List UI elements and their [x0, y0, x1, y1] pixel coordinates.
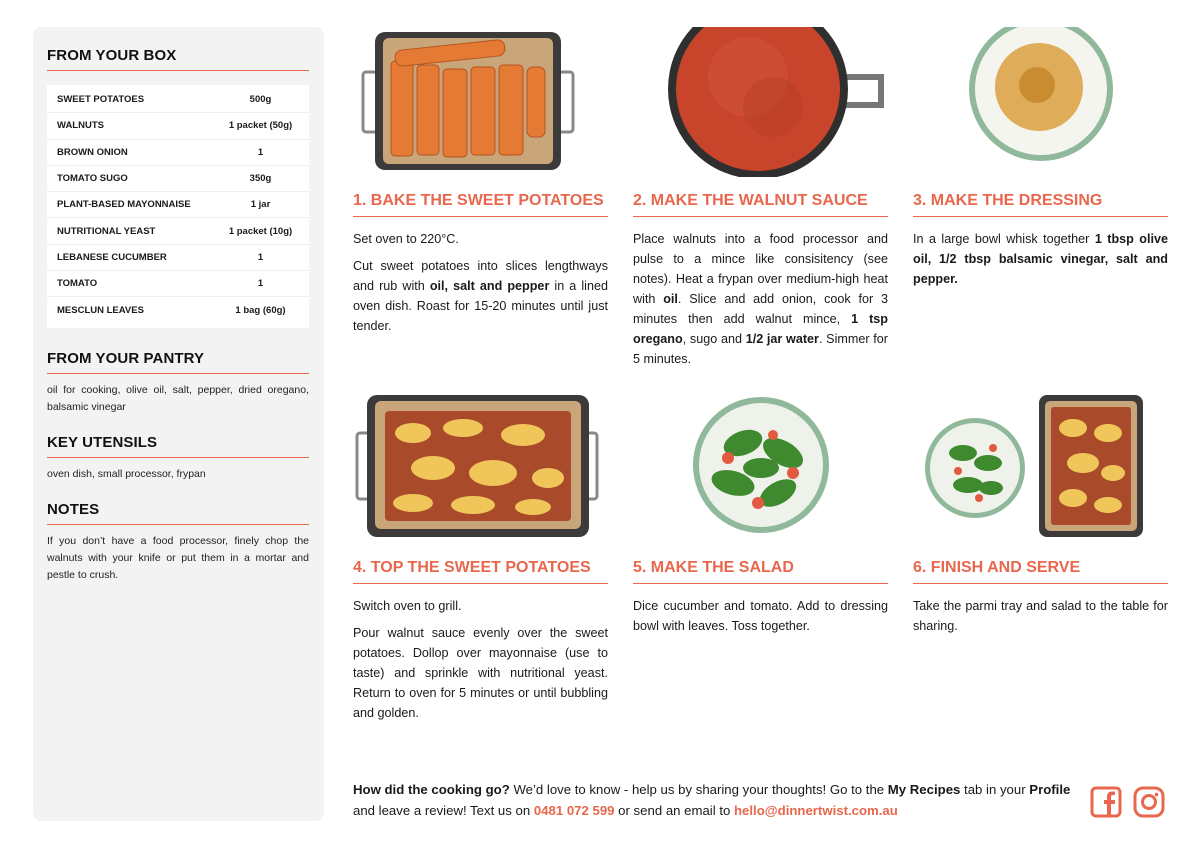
bold-text: oil	[663, 292, 678, 306]
text: . Simmer for 5 minutes.	[633, 332, 888, 366]
step-2-title: 2. MAKE THE WALNUT SAUCE	[633, 192, 888, 217]
step-5-body	[633, 596, 888, 636]
text: We’d love to know - help us by sharing your thoughts! Go to the	[509, 782, 888, 797]
text: , sugo and	[682, 332, 746, 346]
ingredient-row	[47, 297, 309, 323]
step-3-para-1	[913, 229, 1168, 289]
step-2-para-1	[633, 229, 888, 369]
step-1	[353, 27, 608, 343]
text: . Slice and add onion, cook for 3 minutes then add walnut mince,	[633, 292, 888, 326]
ingredient-row	[47, 192, 309, 218]
ingredient-qty: 1	[257, 278, 264, 290]
ingredient-name: MESCLUN LEAVES	[57, 305, 144, 317]
salad-bowl-image	[633, 393, 888, 543]
bold-text: 1/2 jar water	[745, 332, 819, 346]
step-6-body	[913, 596, 1168, 636]
ingredient-name: TOMATO	[57, 278, 98, 290]
step-3-body	[913, 229, 1168, 289]
text: tab in your	[960, 782, 1030, 797]
step-4-para-1	[353, 596, 608, 616]
step-6-title: 6. FINISH AND SERVE	[913, 559, 1168, 584]
ingredient-name: TOMATO SUGO	[57, 173, 128, 185]
text: Switch oven to grill.	[353, 599, 462, 613]
step-1-para-2	[353, 256, 608, 336]
notes-text: If you don’t have a food processor, finely chop the walnuts with your knife or put them in a mortar and pestle to crush.	[47, 534, 309, 581]
step-2-body	[633, 229, 888, 369]
ingredient-name: PLANT-BASED MAYONNAISE	[57, 199, 191, 211]
my-recipes-label: My Recipes	[887, 782, 961, 797]
ingredient-row	[47, 271, 309, 297]
step-1-para-1	[353, 229, 608, 249]
ingredients-table	[47, 85, 309, 328]
utensils-heading: KEY UTENSILS	[47, 434, 309, 458]
sidebar	[33, 27, 324, 821]
text: in a lined oven dish. Roast for 15-20 minutes until just tender.	[353, 279, 608, 333]
ingredient-qty: 1	[257, 251, 264, 263]
ingredient-qty: 500g	[249, 94, 272, 106]
step-3-title: 3. MAKE THE DRESSING	[913, 192, 1168, 217]
step-6	[913, 393, 1168, 643]
text: and leave a review! Text us on	[353, 803, 534, 818]
instagram-link[interactable]	[1133, 786, 1165, 823]
text: Cut sweet potatoes into slices lengthways and rub with	[353, 259, 608, 293]
facebook-icon	[1090, 786, 1122, 823]
pantry-text: oil for cooking, olive oil, salt, pepper, dried oregano, balsamic vinegar	[47, 383, 309, 413]
text: Pour walnut sauce evenly over the sweet potatoes. Dollop over mayonnaise (use to taste) and sprinkle with nutritional yeast. Return to oven for 5 minutes or until bubbling and golden.	[353, 626, 608, 720]
text: Take the parmi tray and salad to the table for sharing.	[913, 599, 1168, 633]
ingredient-qty: 1 bag (60g)	[235, 305, 286, 317]
utensils-section	[47, 434, 309, 483]
feedback-footer	[353, 779, 1073, 821]
utensils-text: oven dish, small processor, frypan	[47, 467, 206, 480]
text: or send an email to	[614, 803, 734, 818]
sweet-potato-tray-image	[353, 27, 608, 177]
step-5-title: 5. MAKE THE SALAD	[633, 559, 888, 584]
facebook-link[interactable]	[1090, 786, 1122, 823]
profile-label: Profile	[1029, 782, 1071, 797]
topped-sweet-potatoes-image	[353, 393, 608, 543]
step-4	[353, 393, 608, 730]
ingredient-name: WALNUTS	[57, 120, 104, 132]
ingredient-row	[47, 166, 309, 192]
step-6-para-1	[913, 596, 1168, 636]
step-5	[633, 393, 888, 643]
ingredient-name: NUTRITIONAL YEAST	[57, 225, 156, 237]
finished-meal-image	[913, 393, 1168, 543]
ingredient-qty: 1 jar	[250, 199, 271, 211]
ingredient-row	[47, 245, 309, 271]
ingredient-row	[47, 113, 309, 139]
phone-link[interactable]: 0481 072 599	[533, 803, 615, 818]
bold-text: 1 tsp oregano	[633, 312, 888, 346]
ingredient-name: BROWN ONION	[57, 146, 128, 158]
notes-section	[47, 501, 309, 584]
instagram-icon	[1133, 786, 1165, 823]
bold-text: 1 tbsp olive oil, 1/2 tbsp balsamic vinegar, salt and pepper.	[913, 232, 1168, 286]
box-heading: FROM YOUR BOX	[47, 47, 309, 71]
step-2	[633, 27, 888, 376]
text: Set oven to 220°C.	[353, 232, 459, 246]
text: Dice cucumber and tomato. Add to dressing bowl with leaves. Toss together.	[633, 599, 888, 633]
step-4-para-2	[353, 623, 608, 723]
step-1-body	[353, 229, 608, 336]
dressing-bowl-image	[913, 27, 1168, 177]
ingredient-qty: 1 packet (50g)	[228, 120, 293, 132]
ingredient-row	[47, 218, 309, 244]
ingredient-qty: 350g	[249, 173, 272, 185]
text: Place walnuts into a food processor and pulse to a mince like consisitency (see notes). Heat a frypan over medium-high heat with	[633, 232, 888, 306]
ingredient-row	[47, 87, 309, 113]
ingredient-name: SWEET POTATOES	[57, 94, 145, 106]
notes-heading: NOTES	[47, 501, 309, 525]
email-link[interactable]: hello@dinnertwist.com.au	[734, 803, 898, 818]
pantry-section	[47, 350, 309, 416]
step-5-para-1	[633, 596, 888, 636]
text: In a large bowl whisk together	[913, 232, 1095, 246]
step-3	[913, 27, 1168, 296]
ingredient-row	[47, 140, 309, 166]
bold-text: oil, salt and pepper	[429, 279, 550, 293]
step-4-title: 4. TOP THE SWEET POTATOES	[353, 559, 608, 584]
step-1-title: 1. BAKE THE SWEET POTATOES	[353, 192, 608, 217]
step-4-body	[353, 596, 608, 723]
ingredient-qty: 1 packet (10g)	[228, 225, 293, 237]
walnut-sauce-pan-image	[633, 27, 888, 177]
feedback-question: How did the cooking go?	[353, 782, 510, 797]
ingredient-qty: 1	[257, 146, 264, 158]
pantry-heading: FROM YOUR PANTRY	[47, 350, 309, 374]
ingredient-name: LEBANESE CUCUMBER	[57, 251, 167, 263]
